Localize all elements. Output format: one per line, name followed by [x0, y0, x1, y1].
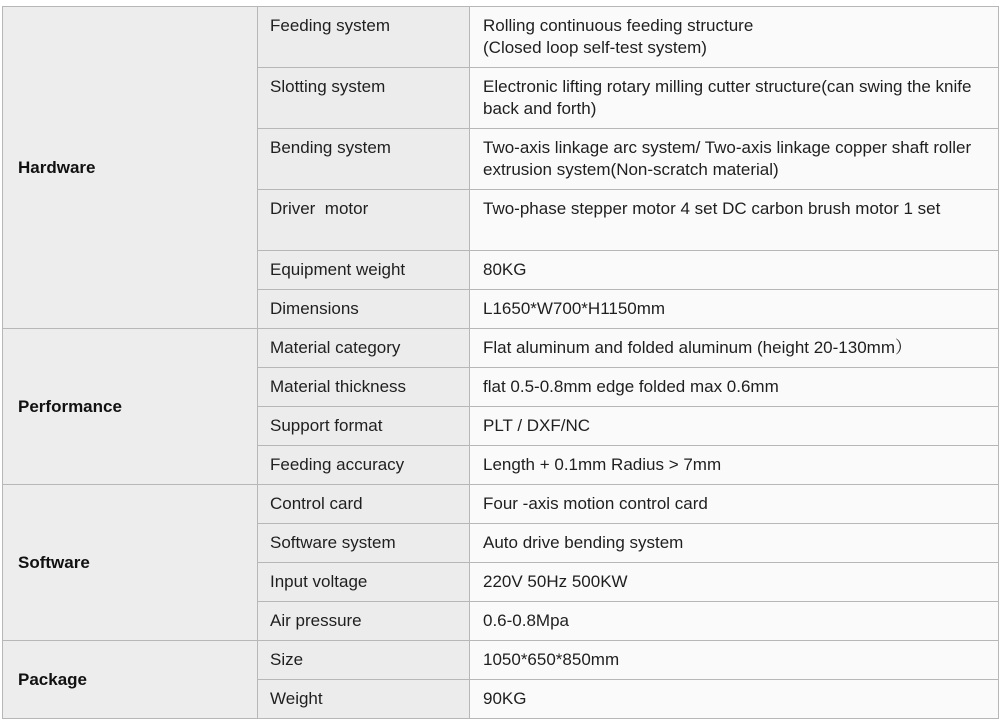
- spec-key: Feeding accuracy: [258, 446, 470, 485]
- spec-key: Software system: [258, 524, 470, 563]
- spec-key: Air pressure: [258, 602, 470, 641]
- spec-value: Electronic lifting rotary milling cutter structure(can swing the knife back and forth): [470, 68, 999, 129]
- spec-value: 90KG: [470, 680, 999, 719]
- spec-key: Equipment weight: [258, 251, 470, 290]
- spec-key: Dimensions: [258, 290, 470, 329]
- table-row: [3, 7, 999, 68]
- spec-key: Feeding system: [258, 7, 470, 68]
- spec-key: Weight: [258, 680, 470, 719]
- category-software: Software: [3, 485, 258, 641]
- spec-key: Size: [258, 641, 470, 680]
- spec-key: Bending system: [258, 129, 470, 190]
- spec-value: Two-phase stepper motor 4 set DC carbon brush motor 1 set: [470, 190, 999, 251]
- spec-value: Auto drive bending system: [470, 524, 999, 563]
- spec-value: [470, 7, 999, 68]
- spec-key: Support format: [258, 407, 470, 446]
- spec-value: Flat aluminum and folded aluminum (height 20-130mm）: [470, 329, 999, 368]
- spec-key: Driver motor: [258, 190, 470, 251]
- spec-value: 1050*650*850mm: [470, 641, 999, 680]
- category-package: Package: [3, 641, 258, 719]
- spec-table-body: [3, 7, 999, 719]
- table-row: [3, 485, 999, 524]
- spec-key: Material category: [258, 329, 470, 368]
- spec-value: 0.6-0.8Mpa: [470, 602, 999, 641]
- spec-value-line: Rolling continuous feeding structure (Closed loop self-test system): [483, 16, 754, 57]
- spec-table: [2, 6, 999, 719]
- category-hardware: Hardware: [3, 7, 258, 329]
- spec-value: 80KG: [470, 251, 999, 290]
- spec-value: Four -axis motion control card: [470, 485, 999, 524]
- spec-value: Two-axis linkage arc system/ Two-axis linkage copper shaft roller extrusion system(Non-scratch material): [470, 129, 999, 190]
- spec-key: Input voltage: [258, 563, 470, 602]
- spec-value: 220V 50Hz 500KW: [470, 563, 999, 602]
- spec-value: flat 0.5-0.8mm edge folded max 0.6mm: [470, 368, 999, 407]
- spec-value: L1650*W700*H1150mm: [470, 290, 999, 329]
- spec-key: Control card: [258, 485, 470, 524]
- table-row: [3, 641, 999, 680]
- spec-key: Slotting system: [258, 68, 470, 129]
- table-row: [3, 329, 999, 368]
- spec-value: PLT / DXF/NC: [470, 407, 999, 446]
- category-performance: Performance: [3, 329, 258, 485]
- spec-key: Material thickness: [258, 368, 470, 407]
- spec-value: Length + 0.1mm Radius > 7mm: [470, 446, 999, 485]
